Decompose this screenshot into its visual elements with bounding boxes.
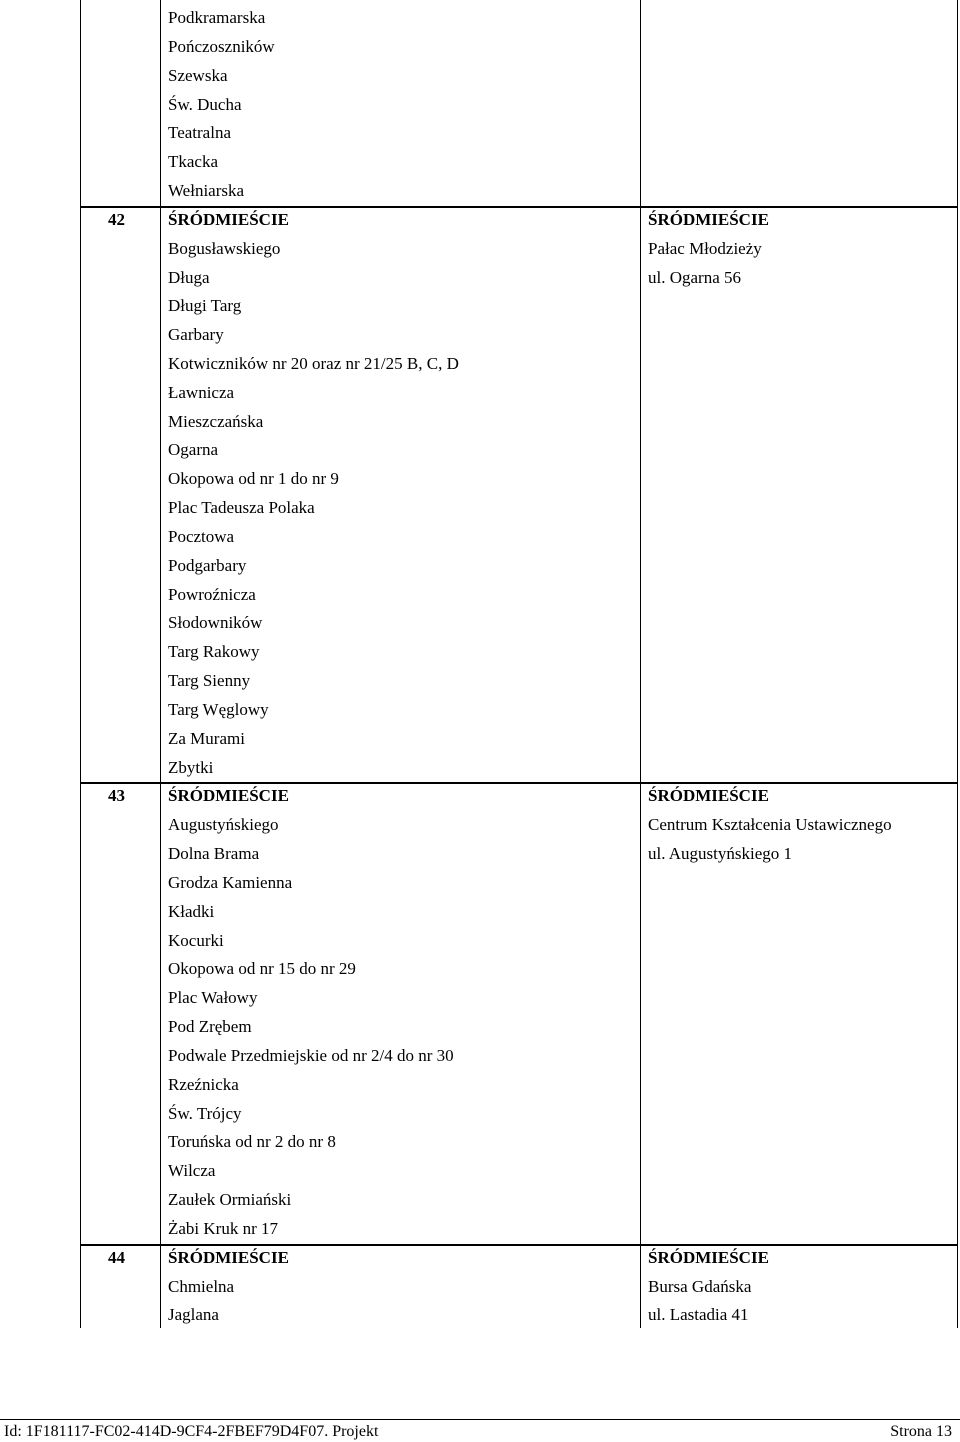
location-name: Centrum Kształcenia Ustawicznego <box>648 815 892 835</box>
street-item: Długi Targ <box>168 296 242 316</box>
street-item: Jaglana <box>168 1305 219 1325</box>
document-id: Id: 1F181117-FC02-414D-9CF4-2FBEF79D4F07. Projekt <box>4 1423 379 1440</box>
street-item: Dolna Brama <box>168 844 260 864</box>
street-item: Grodza Kamienna <box>168 872 293 892</box>
street-item: Św. Ducha <box>168 94 242 114</box>
street-item: Okopowa od nr 1 do nr 9 <box>168 469 339 489</box>
street-item: Ogarna <box>168 440 219 460</box>
district-name: ŚRÓDMIEŚCIE <box>168 786 289 806</box>
street-item: Okopowa od nr 15 do nr 29 <box>168 959 356 979</box>
row-separator <box>80 206 958 208</box>
street-item: Toruńska od nr 2 do nr 8 <box>168 1132 336 1152</box>
district-number: 42 <box>108 209 125 229</box>
street-item: Bogusławskiego <box>168 238 281 258</box>
footer-divider <box>0 1419 960 1420</box>
street-item: Kładki <box>168 901 215 921</box>
district-number: 44 <box>108 1247 125 1267</box>
street-item: Tkacka <box>168 152 219 172</box>
street-item: Chmielna <box>168 1276 235 1296</box>
street-item: Kocurki <box>168 930 224 950</box>
street-item: Zbytki <box>168 757 214 777</box>
district-number: 43 <box>108 786 125 806</box>
district-name: ŚRÓDMIEŚCIE <box>168 1247 289 1267</box>
row-separator <box>80 1244 958 1246</box>
street-item: Szewska <box>168 65 228 85</box>
street-item: Ławnicza <box>168 382 235 402</box>
street-item: Słodowników <box>168 613 263 633</box>
street-item: Św. Trójcy <box>168 1103 242 1123</box>
location-address: ul. Ogarna 56 <box>648 267 742 287</box>
table-divider-location <box>640 0 641 1328</box>
location-district: ŚRÓDMIEŚCIE <box>648 786 769 806</box>
street-item: Podkramarska <box>168 8 266 27</box>
location-district: ŚRÓDMIEŚCIE <box>648 1247 769 1267</box>
street-item: Wełniarska <box>168 181 245 200</box>
location-district: ŚRÓDMIEŚCIE <box>648 209 769 229</box>
street-item: Pod Zrębem <box>168 1017 252 1036</box>
street-item: Targ Sienny <box>168 671 251 691</box>
street-item: Garbary <box>168 325 224 345</box>
street-item: Powroźnicza <box>168 584 256 604</box>
street-item: Rzeźnicka <box>168 1074 239 1094</box>
street-item: Zaułek Ormiański <box>168 1190 292 1209</box>
table-divider-number <box>160 0 161 1328</box>
street-item: Targ Węglowy <box>168 699 269 719</box>
street-item: Długa <box>168 267 210 287</box>
street-item: Plac Wałowy <box>168 988 258 1008</box>
street-item: Plac Tadeusza Polaka <box>168 498 315 518</box>
district-name: ŚRÓDMIEŚCIE <box>168 209 289 229</box>
street-item: Targ Rakowy <box>168 642 260 662</box>
street-item: Augustyńskiego <box>168 815 279 835</box>
street-item: Podgarbary <box>168 555 247 575</box>
location-address: ul. Lastadia 41 <box>648 1305 749 1325</box>
street-item: Teatralna <box>168 123 231 143</box>
table-border-left <box>80 0 81 1328</box>
street-item: Za Murami <box>168 728 245 748</box>
location-address: ul. Augustyńskiego 1 <box>648 844 793 864</box>
page-number: Strona 13 <box>890 1423 952 1440</box>
location-name: Pałac Młodzieży <box>648 238 762 258</box>
street-item: Mieszczańska <box>168 411 264 431</box>
street-item: Podwale Przedmiejskie od nr 2/4 do nr 30 <box>168 1045 454 1065</box>
street-item: Pocztowa <box>168 526 235 546</box>
street-item: Wilcza <box>168 1161 216 1181</box>
table-border-right <box>957 0 958 1328</box>
row-separator <box>80 782 958 784</box>
location-name: Bursa Gdańska <box>648 1276 752 1296</box>
street-item: Pończoszników <box>168 36 275 56</box>
street-item: Żabi Kruk nr 17 <box>168 1218 279 1238</box>
street-item: Kotwiczników nr 20 oraz nr 21/25 B, C, D <box>168 354 459 373</box>
